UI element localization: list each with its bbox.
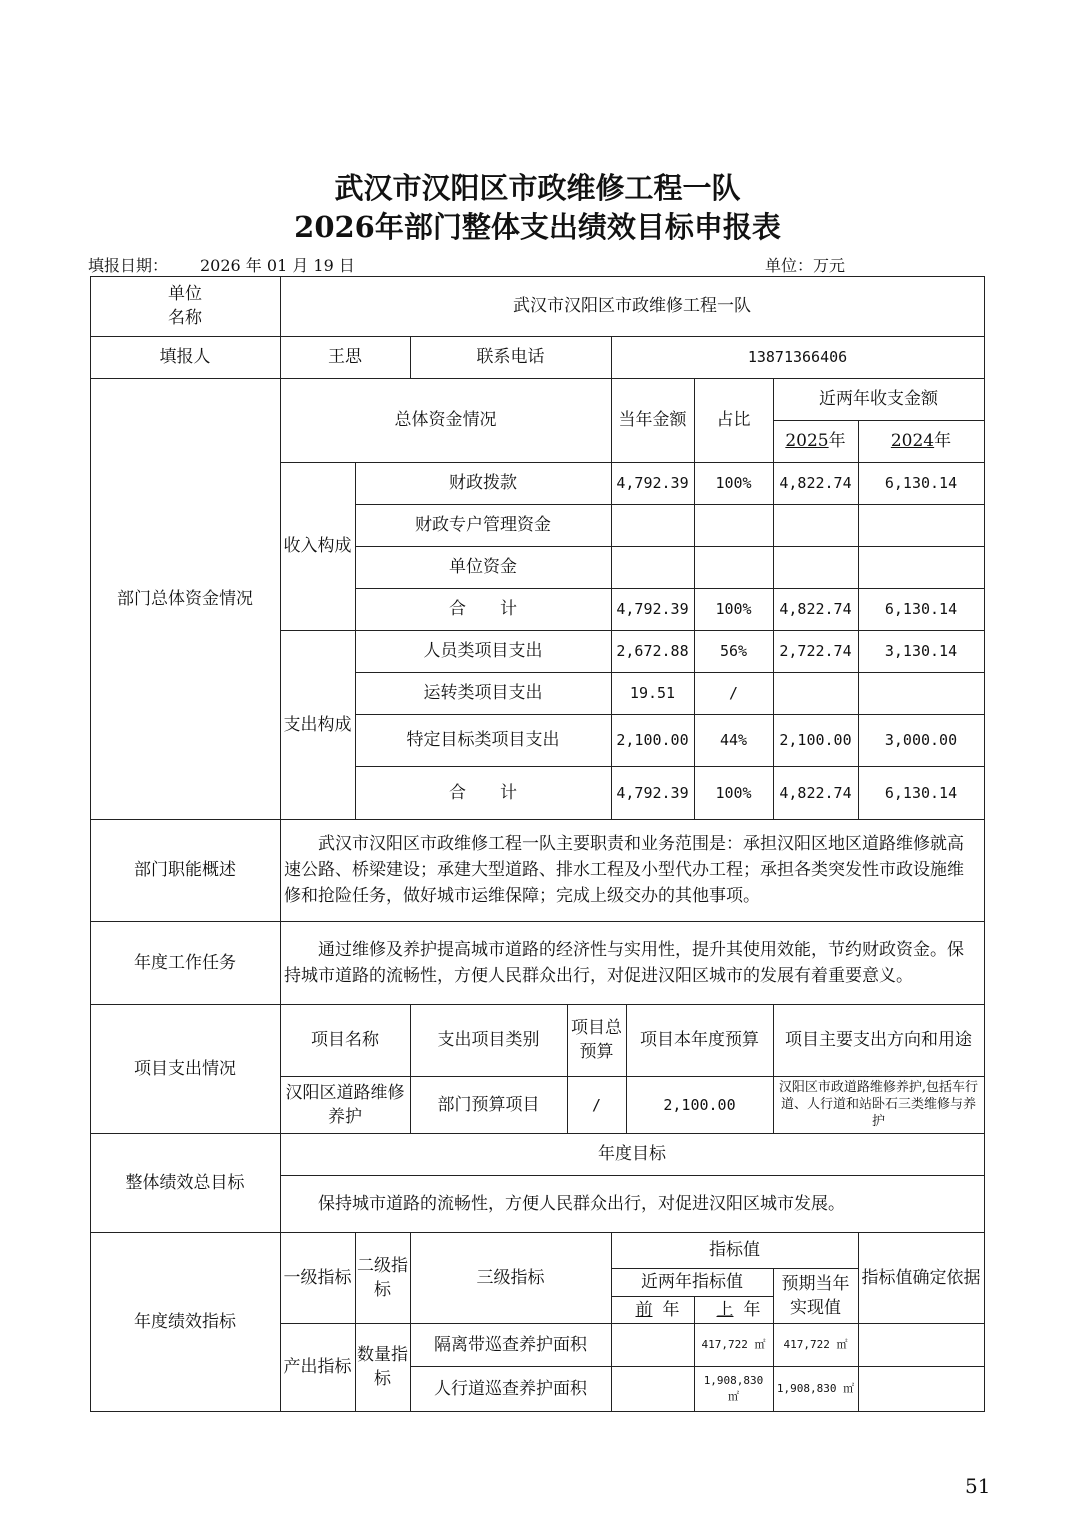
income-y2-cell (858, 462, 985, 505)
expense-y1: 2,722.74 (779, 642, 852, 660)
indicator-name-cell (410, 1366, 612, 1412)
unit-name-value-cell (280, 276, 985, 337)
year2-header-cell (858, 420, 985, 463)
expense-ratio-cell (694, 766, 774, 820)
income-name-cell (355, 588, 612, 631)
year1-header-cell (773, 420, 859, 463)
expense-y2-cell (858, 630, 985, 673)
overall-header-cell (280, 378, 612, 463)
year2-header (891, 429, 951, 453)
level1-header-cell (280, 1232, 356, 1324)
expense-ratio: / (728, 684, 739, 702)
last-year-header (707, 1298, 761, 1322)
expense-y2-cell (858, 714, 985, 767)
expense-y2: 6,130.14 (884, 783, 958, 802)
year-prefix: 前 (635, 1299, 653, 1320)
income-y1: 4,822.74 (779, 600, 852, 618)
level3-header: 三级指标 (476, 1267, 545, 1288)
year-suffix: 年 (662, 1299, 680, 1320)
ratio-header: 占比 (716, 410, 751, 430)
year1-header (785, 429, 845, 453)
year-value: 2025 (785, 431, 829, 451)
expense-y2: 3,000.00 (884, 731, 958, 749)
indicator-last-cell (694, 1366, 774, 1412)
income-y2: 6,130.14 (884, 474, 958, 492)
last-year-header-cell (694, 1296, 774, 1324)
level3-header-cell (410, 1232, 612, 1324)
income-y2: 6,130.14 (884, 600, 958, 618)
report-table (90, 276, 985, 1412)
year-suffix: 年 (828, 431, 846, 451)
filler-value-cell (280, 336, 411, 379)
expense-current: 2,100.00 (616, 731, 689, 749)
expense-current: 19.51 (629, 684, 676, 702)
title-line1: 武汉市汉阳区市政维修工程一队 (334, 171, 741, 205)
income-ratio: 100% (715, 474, 752, 492)
project-total-cell (567, 1076, 627, 1134)
indicator-expected: 1,908,830 ㎡ (776, 1381, 855, 1395)
indicator-basis-cell (858, 1323, 985, 1367)
project-header: 项目名称 (311, 1030, 379, 1050)
expense-label: 支出构成 (283, 714, 352, 735)
indicator-expected: 417,722 ㎡ (783, 1337, 848, 1351)
phone-label: 联系电话 (476, 347, 545, 367)
level2-quantity-cell (355, 1323, 411, 1412)
income-ratio-cell (694, 588, 774, 631)
unit-name-value: 武汉市汉阳区市政维修工程一队 (513, 296, 751, 316)
indicator-last-cell (694, 1323, 774, 1367)
indicator-name-cell (410, 1323, 612, 1367)
recent-values-header-cell (611, 1268, 774, 1297)
projects-label-cell (90, 1004, 281, 1134)
expense-name-cell (355, 672, 612, 715)
basis-header-cell (858, 1232, 985, 1324)
level2-quantity: 数量指标 (357, 1345, 408, 1389)
unit-name-label: 单位 名称 (168, 284, 202, 328)
filler-value: 王思 (328, 347, 362, 367)
income-y1: 4,822.74 (779, 474, 852, 492)
expense-name: 合 计 (449, 782, 517, 803)
goal-label: 整体绩效总目标 (125, 1172, 245, 1193)
year-prefix: 上 (716, 1299, 734, 1320)
year-value: 2024 (890, 431, 935, 451)
income-y2-cell (858, 504, 985, 547)
income-y1-cell (773, 504, 859, 547)
current-amount-header-cell (611, 378, 695, 463)
income-y1-cell (773, 546, 859, 589)
expense-y1: 4,822.74 (779, 783, 852, 802)
income-name-cell (355, 462, 612, 505)
income-label: 收入构成 (283, 536, 352, 556)
indicator-prev-cell (611, 1323, 695, 1367)
goal-text-cell (280, 1175, 985, 1233)
expected-header-cell (773, 1268, 859, 1324)
date-value: 2026 年 01 月 19 日 (200, 256, 355, 275)
indicator-expected-cell (773, 1323, 859, 1367)
expense-current-cell (611, 672, 695, 715)
recent-header-cell (773, 378, 985, 421)
task-text: 通过维修及养护提高城市道路的经济性与实用性，提升其使用效能，节约财政资金。保持城市道路的流畅性，方便人民群众出行，对促进汉阳区城市的发展有着重要意义。 (284, 939, 964, 986)
phone-label-cell (410, 336, 612, 379)
goal-label-cell (90, 1133, 281, 1233)
expense-y2-cell (858, 766, 985, 820)
value-header-cell (611, 1232, 859, 1269)
task-text-cell (280, 921, 985, 1005)
expense-ratio: 44% (719, 731, 748, 749)
expense-y1-cell (773, 714, 859, 767)
prev-year-header (626, 1298, 680, 1322)
income-name-cell (355, 504, 612, 547)
level2-header: 二级指标 (357, 1255, 408, 1300)
indicator-prev-cell (611, 1366, 695, 1412)
expense-y1-cell (773, 766, 859, 820)
project-use: 汉阳区市政道路维修养护,包括车行道、人行道和站卧石三类维修与养护 (778, 1080, 979, 1129)
income-name: 财政专户管理资金 (415, 515, 551, 535)
expense-name: 人员类项目支出 (423, 641, 543, 661)
expense-name: 特定目标类项目支出 (406, 730, 560, 750)
prev-year-header-cell (611, 1296, 695, 1324)
indicator-name: 人行道巡查养护面积 (434, 1378, 587, 1399)
project-name-cell (280, 1076, 411, 1134)
title-line2: 2026年部门整体支出绩效目标申报表 (294, 210, 781, 244)
project-header-cell (280, 1004, 411, 1077)
project-header-cell (567, 1004, 627, 1077)
expense-current: 2,672.88 (616, 642, 689, 660)
income-ratio-cell (694, 462, 774, 505)
expense-ratio-cell (694, 672, 774, 715)
level1-header: 一级指标 (283, 1267, 352, 1288)
project-header: 支出项目类别 (437, 1030, 540, 1050)
income-name: 单位资金 (449, 557, 517, 577)
filler-label-cell (90, 336, 281, 379)
goal-header-cell (280, 1133, 985, 1176)
funds-section-label: 部门总体资金情况 (117, 588, 253, 609)
expense-current-cell (611, 714, 695, 767)
income-name: 财政拨款 (449, 473, 517, 493)
indicator-last: 417,722 ㎡ (701, 1337, 766, 1351)
year-suffix: 年 (934, 431, 952, 451)
indicator-basis-cell (858, 1366, 985, 1412)
income-current: 4,792.39 (616, 600, 689, 618)
expense-name-cell (355, 630, 612, 673)
phone-value-cell (611, 336, 985, 379)
project-header: 项目总预算 (571, 1018, 622, 1062)
basis-header: 指标值确定依据 (861, 1267, 981, 1288)
expense-y1-cell (773, 672, 859, 715)
expense-ratio-cell (694, 714, 774, 767)
goal-header: 年度目标 (598, 1144, 666, 1164)
income-current-cell (611, 504, 695, 547)
income-label-cell (280, 462, 356, 631)
project-budget-cell (626, 1076, 774, 1134)
page-number: 51 (965, 1474, 991, 1498)
indicators-label: 年度绩效指标 (134, 1311, 236, 1332)
expense-current: 4,792.39 (616, 783, 689, 802)
expense-name: 运转类项目支出 (423, 683, 543, 703)
unit-name-label-cell (90, 276, 281, 337)
function-text-cell (280, 819, 985, 922)
income-current: 4,792.39 (616, 474, 689, 492)
level1-output-cell (280, 1323, 356, 1412)
project-header: 项目主要支出方向和用途 (785, 1030, 972, 1050)
project-type-cell (410, 1076, 568, 1134)
expense-current-cell (611, 766, 695, 820)
year-suffix: 年 (743, 1299, 761, 1320)
expense-ratio: 100% (715, 783, 752, 802)
project-use-cell (773, 1076, 985, 1134)
indicator-last: 1,908,830 ㎡ (703, 1373, 764, 1403)
income-current-cell (611, 546, 695, 589)
expense-y1: 2,100.00 (779, 731, 852, 749)
function-text: 武汉市汉阳区市政维修工程一队主要职责和业务范围是：承担汉阳区地区道路维修就高速公路、桥梁建设；承建大型道路、排水工程及小型代办工程；承担各类突发性市政设施维修和抢险任务，做好城市运维保障；完成上级交办的其他事项。 (284, 834, 964, 906)
expense-name-cell (355, 766, 612, 820)
filler-label: 填报人 (159, 347, 211, 367)
project-name: 汉阳区道路维修养护 (285, 1082, 405, 1127)
income-ratio: 100% (715, 600, 752, 618)
projects-label: 项目支出情况 (134, 1058, 236, 1079)
ratio-header-cell (694, 378, 774, 463)
income-y1-cell (773, 462, 859, 505)
income-name: 合 计 (449, 599, 517, 619)
function-label: 部门职能概述 (134, 860, 236, 880)
goal-text: 保持城市道路的流畅性，方便人民群众出行，对促进汉阳区城市发展。 (318, 1193, 845, 1214)
income-name-cell (355, 546, 612, 589)
indicator-name: 隔离带巡查养护面积 (434, 1334, 587, 1355)
project-type: 部门预算项目 (437, 1094, 540, 1115)
project-header-cell (410, 1004, 568, 1077)
value-header: 指标值 (709, 1240, 760, 1260)
income-y1-cell (773, 588, 859, 631)
indicators-label-cell (90, 1232, 281, 1412)
indicator-expected-cell (773, 1366, 859, 1412)
expense-y2: 3,130.14 (884, 642, 958, 660)
income-current-cell (611, 588, 695, 631)
income-current-cell (611, 462, 695, 505)
income-y2-cell (858, 588, 985, 631)
project-total: / (591, 1095, 602, 1114)
level1-output: 产出指标 (283, 1357, 352, 1377)
function-label-cell (90, 819, 281, 922)
project-budget: 2,100.00 (663, 1095, 736, 1114)
expense-ratio: 56% (719, 642, 748, 660)
income-y2-cell (858, 546, 985, 589)
recent-values-header: 近两年指标值 (641, 1272, 743, 1292)
expense-y2-cell (858, 672, 985, 715)
expense-ratio-cell (694, 630, 774, 673)
task-label: 年度工作任务 (134, 952, 236, 973)
phone-value: 13871366406 (747, 348, 848, 366)
expense-label-cell (280, 630, 356, 820)
income-ratio-cell (694, 546, 774, 589)
funds-section-label-cell (90, 378, 281, 820)
project-header-cell (626, 1004, 774, 1077)
expense-name-cell (355, 714, 612, 767)
current-amount-header: 当年金额 (618, 410, 687, 430)
expense-y1-cell (773, 630, 859, 673)
project-header: 项目本年度预算 (640, 1030, 759, 1050)
income-ratio-cell (694, 504, 774, 547)
task-label-cell (90, 921, 281, 1005)
level2-header-cell (355, 1232, 411, 1324)
recent-header: 近两年收支金额 (819, 389, 938, 409)
unit-label: 单位：万元 (765, 256, 846, 275)
project-header-cell (773, 1004, 985, 1077)
date-label: 填报日期： (88, 256, 169, 275)
expected-header: 预期当年实现值 (781, 1273, 850, 1318)
expense-current-cell (611, 630, 695, 673)
overall-header: 总体资金情况 (394, 410, 497, 430)
